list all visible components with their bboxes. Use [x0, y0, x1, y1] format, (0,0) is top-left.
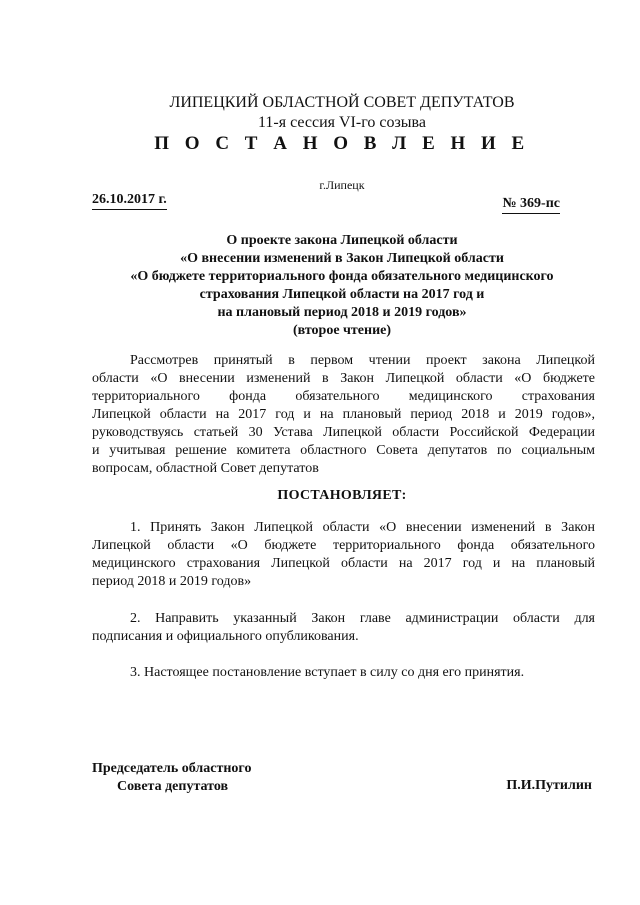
- item-line: период 2018 и 2019 годов»: [92, 574, 252, 589]
- city: г.Липецк: [319, 178, 365, 192]
- preamble-line: Липецкой области на 2017 год и на плановый период 2018 и 2019 годов»,: [92, 407, 595, 422]
- item-line: подписания и официального опубликования.: [92, 629, 359, 644]
- item-line: 1. Принять Закон Липецкой области «О внесении изменений в Закон: [130, 520, 595, 535]
- document-title: [0, 232, 640, 340]
- document-type: П О С Т А Н О В Л Е Н И Е: [154, 133, 530, 154]
- item-1: [92, 519, 595, 591]
- title-line: «О внесении изменений в Закон Липецкой области: [180, 251, 504, 266]
- preamble-line: территориального фонда обязательного медицинского страхования: [92, 389, 595, 404]
- title-line: на плановый период 2018 и 2019 годов»: [217, 305, 467, 320]
- title-line: «О бюджете территориального фонда обязательного медицинского: [130, 269, 554, 284]
- item-line: 3. Настоящее постановление вступает в силу со дня его принятия.: [130, 665, 525, 680]
- preamble-line: и учитывая решение комитета областного Совета депутатов по социальным: [92, 443, 595, 458]
- signature-position-line: Совета депутатов: [117, 779, 229, 794]
- title-line: О проекте закона Липецкой области: [226, 233, 458, 248]
- title-line: страхования Липецкой области на 2017 год и: [199, 287, 485, 302]
- preamble-line: области «О внесении изменений в Закон Липецкой области «О бюджете: [92, 371, 595, 386]
- session-info: 11-я сессия VI-го созыва: [257, 114, 426, 131]
- preamble-line: вопросам, областной Совет депутатов: [92, 461, 319, 476]
- title-line: (второе чтение): [292, 323, 392, 338]
- resolves-heading: ПОСТАНОВЛЯЕТ:: [277, 488, 407, 503]
- item-3: [92, 664, 595, 682]
- signature-position: [92, 760, 251, 796]
- item-line: Липецкой области «О бюджете территориального фонда обязательного: [92, 538, 595, 553]
- preamble-paragraph: [92, 352, 595, 478]
- signature-position-line: Председатель областного: [92, 761, 252, 776]
- signature-name: П.И.Путилин: [506, 778, 592, 793]
- preamble-line: Рассмотрев принятый в первом чтении проект закона Липецкой: [130, 353, 595, 368]
- document-date: 26.10.2017 г.: [92, 192, 167, 210]
- item-line: 2. Направить указанный Закон главе администрации области для: [130, 611, 595, 626]
- item-line: медицинского страхования Липецкой области на 2017 год и на плановый: [92, 556, 595, 571]
- preamble-line: руководствуясь статьей 30 Устава Липецкой области Российской Федерации: [92, 425, 595, 440]
- item-2: [92, 610, 595, 646]
- document-number: № 369-пс: [502, 196, 560, 214]
- council-name: ЛИПЕЦКИЙ ОБЛАСТНОЙ СОВЕТ ДЕПУТАТОВ: [169, 94, 515, 111]
